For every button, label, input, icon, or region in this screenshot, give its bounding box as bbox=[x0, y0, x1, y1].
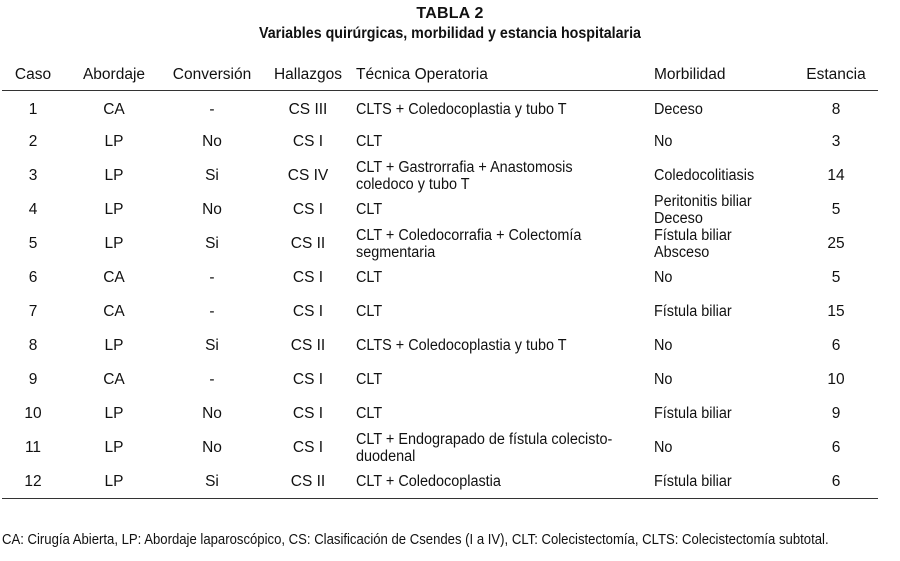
cell-conversion: No bbox=[202, 439, 222, 456]
cell-abordaje: CA bbox=[103, 303, 125, 320]
cell-estancia: 15 bbox=[827, 303, 845, 320]
cell-estancia: 6 bbox=[831, 439, 841, 456]
cell-hallazgos: CS II bbox=[260, 465, 356, 499]
cell-morbilidad-line: Fístula biliar bbox=[654, 303, 732, 320]
cell-estancia: 8 bbox=[831, 101, 841, 119]
cell-hallazgos: CS I bbox=[292, 405, 324, 422]
cell-tecnica-line: CLT bbox=[356, 269, 383, 286]
cell-tecnica-line: CLTS + Coledocoplastia y tubo T bbox=[356, 337, 567, 354]
cell-morbilidad bbox=[654, 227, 794, 261]
cell-conversion: Si bbox=[205, 337, 219, 354]
column-header-morbilidad: Morbilidad bbox=[654, 60, 794, 91]
cell-morbilidad-line: Absceso bbox=[654, 243, 710, 261]
cell-hallazgos: CS I bbox=[292, 269, 324, 286]
column-header-caso: Caso bbox=[2, 60, 64, 91]
cell-estancia: 14 bbox=[827, 167, 845, 184]
cell-abordaje: LP bbox=[104, 439, 124, 456]
cell-tecnica-line: CLT bbox=[356, 405, 383, 422]
cell-hallazgos: CS II bbox=[290, 235, 326, 252]
cell-tecnica-line: CLT + Endograpado de fístula colecisto- bbox=[356, 430, 613, 448]
cell-morbilidad bbox=[654, 295, 794, 329]
cell-tecnica bbox=[356, 295, 654, 329]
table-row bbox=[2, 159, 878, 193]
cell-conversion: Si bbox=[205, 235, 219, 252]
cell-morbilidad bbox=[654, 125, 794, 159]
cell-caso: 1 bbox=[28, 101, 38, 119]
cell-abordaje: LP bbox=[104, 133, 124, 150]
cell-caso: 10 bbox=[24, 405, 42, 422]
surgical-variables-table bbox=[2, 60, 878, 499]
column-header-conversion: Conversión bbox=[164, 60, 260, 91]
cell-abordaje: LP bbox=[104, 201, 124, 218]
cell-tecnica bbox=[356, 227, 654, 261]
column-header-hallazgos: Hallazgos bbox=[260, 60, 356, 91]
cell-abordaje: LP bbox=[64, 465, 164, 499]
cell-morbilidad-line: No bbox=[654, 371, 673, 388]
cell-morbilidad bbox=[654, 465, 794, 499]
cell-tecnica-line: CLT bbox=[356, 201, 383, 218]
cell-morbilidad-line: Deceso bbox=[654, 209, 703, 227]
cell-estancia: 5 bbox=[831, 269, 841, 286]
cell-conversion: - bbox=[209, 101, 215, 119]
cell-caso: 2 bbox=[28, 133, 38, 150]
table-row bbox=[2, 295, 878, 329]
cell-estancia: 3 bbox=[831, 133, 841, 150]
table-row bbox=[2, 431, 878, 465]
cell-hallazgos: CS II bbox=[290, 337, 326, 354]
cell-tecnica bbox=[356, 261, 654, 295]
cell-tecnica bbox=[356, 125, 654, 159]
cell-conversion: Si bbox=[205, 167, 219, 184]
cell-morbilidad bbox=[654, 91, 794, 125]
cell-estancia: 6 bbox=[831, 337, 841, 354]
cell-abordaje: CA bbox=[103, 101, 125, 119]
cell-caso: 3 bbox=[28, 167, 38, 184]
table-subtitle: Variables quirúrgicas, morbilidad y estancia hospitalaria bbox=[258, 25, 642, 42]
cell-morbilidad bbox=[654, 329, 794, 363]
cell-morbilidad-line: Deceso bbox=[654, 101, 703, 119]
column-header-abordaje: Abordaje bbox=[64, 60, 164, 91]
cell-abordaje: CA bbox=[103, 269, 125, 286]
cell-tecnica-line: CLT + Gastrorrafia + Anastomosis bbox=[356, 158, 573, 176]
table-row bbox=[2, 397, 878, 431]
cell-morbilidad-line: No bbox=[654, 337, 673, 354]
table-row bbox=[2, 125, 878, 159]
cell-conversion: No bbox=[202, 133, 222, 150]
cell-tecnica bbox=[356, 91, 654, 125]
table-row bbox=[2, 193, 878, 227]
table-header-row bbox=[2, 60, 878, 91]
cell-hallazgos: CS III bbox=[288, 101, 328, 119]
cell-conversion: - bbox=[209, 269, 215, 286]
table-row bbox=[2, 465, 878, 499]
cell-morbilidad-line: No bbox=[654, 133, 673, 150]
cell-tecnica bbox=[356, 329, 654, 363]
table-row bbox=[2, 261, 878, 295]
cell-tecnica bbox=[356, 431, 654, 465]
cell-tecnica bbox=[356, 159, 654, 193]
cell-tecnica bbox=[356, 193, 654, 227]
cell-caso: 5 bbox=[28, 235, 38, 252]
cell-morbilidad-line: Fístula biliar bbox=[654, 226, 732, 244]
table-header bbox=[0, 4, 900, 44]
cell-caso: 11 bbox=[24, 439, 42, 456]
cell-conversion: No bbox=[202, 201, 222, 218]
cell-hallazgos: CS I bbox=[292, 303, 324, 320]
cell-estancia: 9 bbox=[831, 405, 841, 422]
cell-morbilidad bbox=[654, 431, 794, 465]
cell-tecnica bbox=[356, 397, 654, 431]
cell-caso: 4 bbox=[28, 201, 38, 218]
column-header-estancia: Estancia bbox=[794, 60, 878, 91]
cell-tecnica-line: segmentaria bbox=[356, 243, 436, 261]
cell-hallazgos: CS IV bbox=[287, 167, 329, 184]
cell-abordaje: CA bbox=[103, 371, 125, 388]
cell-tecnica-line: CLT + Coledocorrafia + Colectomía bbox=[356, 226, 582, 244]
cell-tecnica-line: coledoco y tubo T bbox=[356, 175, 470, 193]
cell-estancia: 25 bbox=[827, 235, 845, 252]
table-body bbox=[2, 91, 878, 499]
column-header-tecnica: Técnica Operatoria bbox=[356, 60, 654, 91]
cell-estancia: 6 bbox=[794, 465, 878, 499]
cell-morbilidad bbox=[654, 159, 794, 193]
cell-caso: 6 bbox=[28, 269, 38, 286]
cell-estancia: 5 bbox=[831, 201, 841, 218]
table-title: TABLA 2 bbox=[416, 5, 484, 22]
cell-abordaje: LP bbox=[104, 235, 124, 252]
cell-hallazgos: CS I bbox=[292, 133, 324, 150]
cell-conversion: Si bbox=[164, 465, 260, 499]
table-row bbox=[2, 329, 878, 363]
cell-morbilidad-line: Peritonitis biliar bbox=[654, 192, 752, 210]
cell-abordaje: LP bbox=[104, 405, 124, 422]
table-row bbox=[2, 227, 878, 261]
cell-morbilidad-line: Fístula biliar bbox=[654, 405, 732, 422]
cell-estancia: 10 bbox=[827, 371, 845, 388]
cell-conversion: No bbox=[202, 405, 222, 422]
cell-tecnica bbox=[356, 465, 654, 499]
cell-morbilidad bbox=[654, 261, 794, 295]
cell-hallazgos: CS I bbox=[292, 439, 324, 456]
cell-abordaje: LP bbox=[104, 337, 124, 354]
cell-caso: 8 bbox=[28, 337, 38, 354]
cell-tecnica bbox=[356, 363, 654, 397]
cell-tecnica-line: duodenal bbox=[356, 447, 416, 465]
cell-conversion: - bbox=[209, 371, 215, 388]
cell-hallazgos: CS I bbox=[292, 201, 324, 218]
cell-hallazgos: CS I bbox=[292, 371, 324, 388]
cell-morbilidad-line: No bbox=[654, 269, 673, 286]
cell-tecnica-line: CLT bbox=[356, 371, 383, 388]
cell-morbilidad bbox=[654, 363, 794, 397]
cell-caso: 7 bbox=[28, 303, 38, 320]
cell-caso: 12 bbox=[2, 465, 64, 499]
cell-morbilidad bbox=[654, 193, 794, 227]
cell-morbilidad-line: Coledocolitiasis bbox=[654, 167, 755, 184]
cell-tecnica-line: CLT + Coledocoplastia bbox=[356, 472, 501, 490]
cell-morbilidad-line: No bbox=[654, 439, 673, 456]
table-row bbox=[2, 363, 878, 397]
cell-tecnica-line: CLT bbox=[356, 133, 383, 150]
cell-morbilidad-line: Fístula biliar bbox=[654, 472, 732, 490]
table-footnote: CA: Cirugía Abierta, LP: Abordaje laparoscópico, CS: Clasificación de Csendes (I a IV), CLT: Colecistectomía, CLTS: Colecistectomía subtotal. bbox=[2, 532, 829, 548]
cell-tecnica-line: CLT bbox=[356, 303, 383, 320]
cell-abordaje: LP bbox=[104, 167, 124, 184]
cell-caso: 9 bbox=[28, 371, 38, 388]
table-row bbox=[2, 91, 878, 125]
cell-conversion: - bbox=[209, 303, 215, 320]
cell-morbilidad bbox=[654, 397, 794, 431]
cell-tecnica-line: CLTS + Coledocoplastia y tubo T bbox=[356, 101, 567, 119]
